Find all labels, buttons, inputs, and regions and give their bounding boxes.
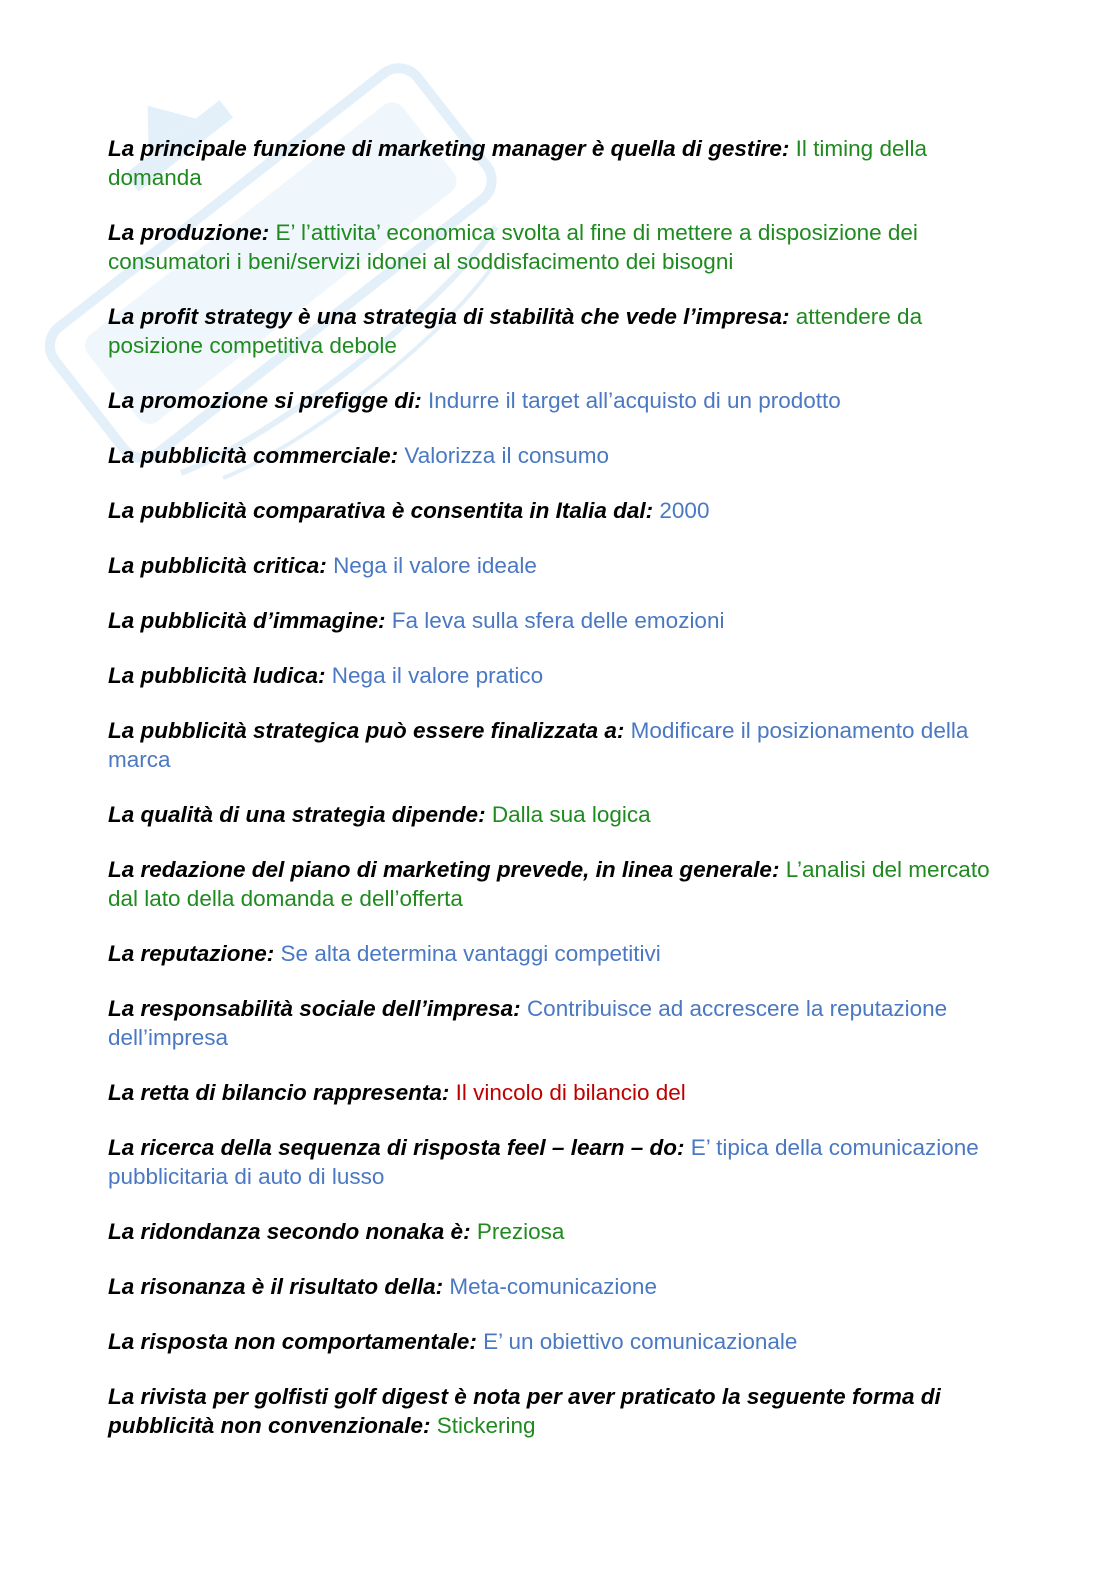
- qa-item: [108, 302, 1018, 360]
- qa-item: [108, 1217, 1018, 1246]
- qa-item: [108, 939, 1018, 968]
- question-text: La ricerca della sequenza di risposta feel – learn – do:: [108, 1135, 685, 1160]
- question-text: La pubblicità strategica può essere finalizzata a:: [108, 718, 625, 743]
- qa-item: [108, 1078, 1018, 1107]
- question-text: La pubblicità critica:: [108, 553, 327, 578]
- answer-text: E’ un obiettivo comunicazionale: [483, 1329, 798, 1354]
- answer-text: Modificare il posizionamento della marca: [108, 718, 969, 772]
- question-text: La retta di bilancio rappresenta:: [108, 1080, 450, 1105]
- question-text: La pubblicità ludica:: [108, 663, 326, 688]
- qa-item: [108, 716, 1018, 774]
- question-text: La rivista per golfisti golf digest è nota per aver praticato la seguente forma di pubblicità non convenzionale:: [108, 1384, 941, 1438]
- qa-item: [108, 1382, 1018, 1440]
- question-text: La pubblicità comparativa è consentita in Italia dal:: [108, 498, 654, 523]
- qa-item: [108, 441, 1018, 470]
- question-text: La profit strategy è una strategia di stabilità che vede l’impresa:: [108, 304, 790, 329]
- answer-text: E’ l’attivita’ economica svolta al fine di mettere a disposizione dei consumatori i beni/servizi idonei al soddisfacimento dei bisogni: [108, 220, 918, 274]
- qa-item: [108, 218, 1018, 276]
- qa-item: [108, 800, 1018, 829]
- answer-text: Se alta determina vantaggi competitivi: [280, 941, 661, 966]
- qa-item: [108, 386, 1018, 415]
- answer-text: Il vincolo di bilancio del: [455, 1080, 686, 1105]
- answer-text: Meta-comunicazione: [449, 1274, 657, 1299]
- answer-text: Fa leva sulla sfera delle emozioni: [391, 608, 725, 633]
- question-text: La responsabilità sociale dell’impresa:: [108, 996, 521, 1021]
- question-text: La pubblicità d’immagine:: [108, 608, 386, 633]
- qa-item: [108, 1327, 1018, 1356]
- answer-text: Stickering: [436, 1413, 536, 1438]
- qa-item: [108, 994, 1018, 1052]
- answer-text: Nega il valore ideale: [333, 553, 537, 578]
- question-text: La risonanza è il risultato della:: [108, 1274, 444, 1299]
- answer-text: Valorizza il consumo: [404, 443, 610, 468]
- question-text: La produzione:: [108, 220, 270, 245]
- answer-text: Indurre il target all’acquisto di un prodotto: [428, 388, 841, 413]
- qa-list: [108, 134, 1018, 1466]
- qa-item: [108, 1133, 1018, 1191]
- qa-item: [108, 855, 1018, 913]
- answer-text: attendere da posizione competitiva debole: [108, 304, 923, 358]
- qa-item: [108, 661, 1018, 690]
- answer-text: Dalla sua logica: [491, 802, 651, 827]
- answer-text: 2000: [659, 498, 710, 523]
- question-text: La reputazione:: [108, 941, 275, 966]
- question-text: La principale funzione di marketing manager è quella di gestire:: [108, 136, 790, 161]
- qa-item: [108, 551, 1018, 580]
- question-text: La pubblicità commerciale:: [108, 443, 399, 468]
- answer-text: L’analisi del mercato dal lato della domanda e dell’offerta: [108, 857, 990, 911]
- answer-text: Preziosa: [476, 1219, 565, 1244]
- qa-item: [108, 606, 1018, 635]
- qa-item: [108, 1272, 1018, 1301]
- qa-item: [108, 496, 1018, 525]
- question-text: La ridondanza secondo nonaka è:: [108, 1219, 471, 1244]
- question-text: La redazione del piano di marketing prevede, in linea generale:: [108, 857, 780, 882]
- question-text: La promozione si prefigge di:: [108, 388, 422, 413]
- answer-text: Il timing della domanda: [108, 136, 927, 190]
- qa-item: [108, 134, 1018, 192]
- answer-text: Nega il valore pratico: [331, 663, 544, 688]
- question-text: La risposta non comportamentale:: [108, 1329, 477, 1354]
- answer-text: Contribuisce ad accrescere la reputazione dell’impresa: [108, 996, 948, 1050]
- question-text: La qualità di una strategia dipende:: [108, 802, 486, 827]
- answer-text: E’ tipica della comunicazione pubblicitaria di auto di lusso: [108, 1135, 979, 1189]
